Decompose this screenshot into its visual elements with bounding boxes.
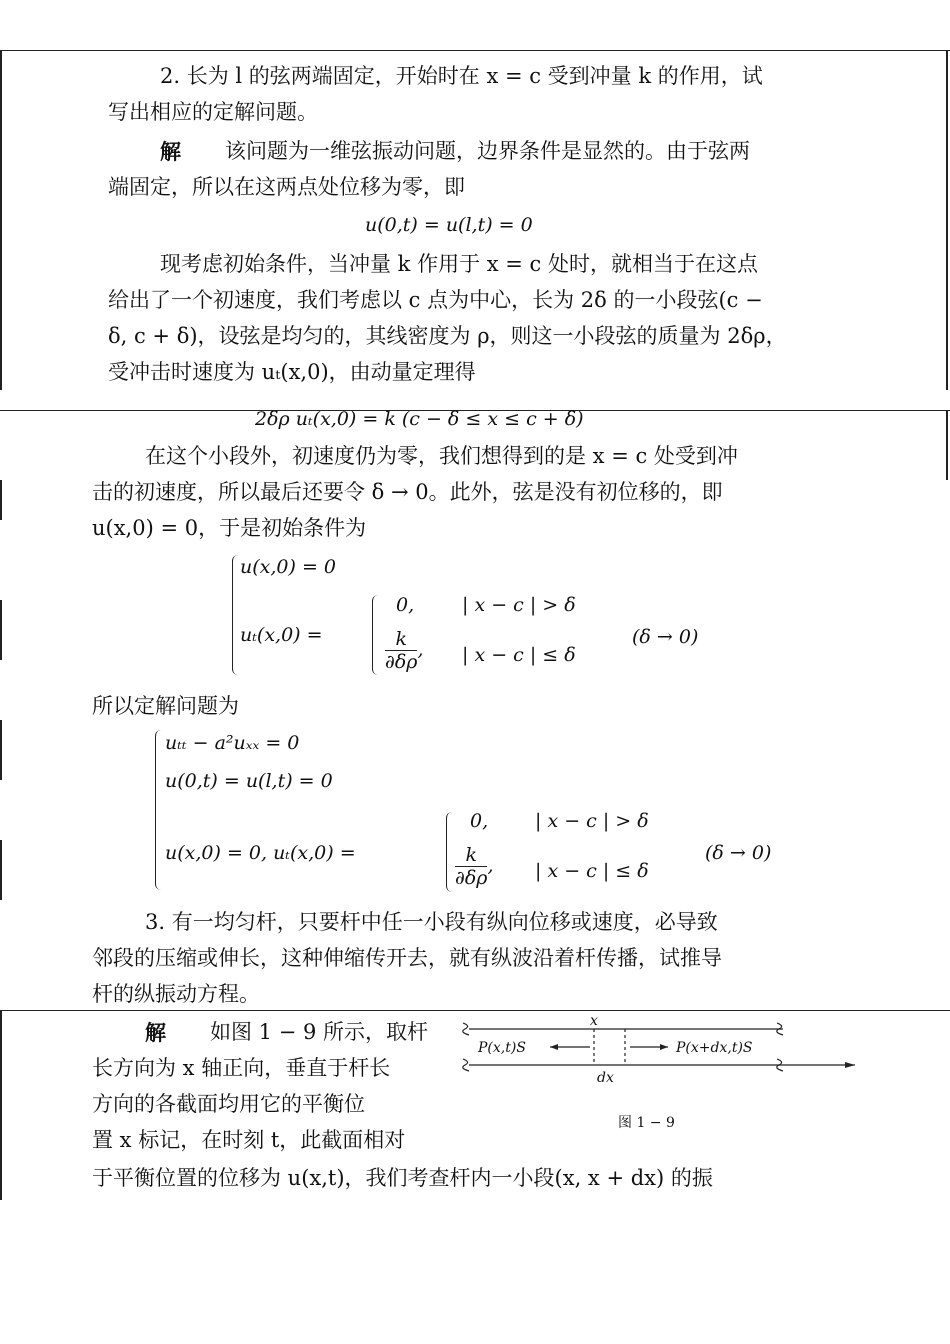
left-margin-mark-1 bbox=[0, 480, 2, 520]
boundary-condition-equation: u(0,t) = u(l,t) = 0 bbox=[365, 214, 533, 236]
solution2-p3-line3: u(x,0) = 0，于是初始条件为 bbox=[92, 516, 367, 540]
momentum-equation: 2δρ uₜ(x,0) = k (c − δ ≤ x ≤ c + δ) bbox=[255, 408, 584, 430]
initial-case1-value: 0, bbox=[396, 594, 415, 616]
initial-piecewise-brace bbox=[372, 595, 381, 675]
left-force-arrowhead bbox=[550, 1044, 558, 1050]
system-case2-condition: | x − c | ≤ δ bbox=[535, 860, 649, 882]
initial-fraction-denominator: ∂δρ bbox=[385, 651, 418, 673]
left-margin-mark-3 bbox=[0, 720, 2, 780]
initial-case1-condition: | x − c | > δ bbox=[462, 594, 576, 616]
solution2-p2-line3: δ, c + δ)，设弦是均匀的，其线密度为 ρ，则这一小段弦的质量为 2δρ， bbox=[108, 324, 787, 348]
solution3-line5: 于平衡位置的位移为 u(x,t)，我们考查杆内一小段(x, x + dx) 的振 bbox=[92, 1166, 713, 1190]
top-rule bbox=[0, 50, 950, 51]
solution2-p3-line2: 击的初速度，所以最后还要令 δ → 0。此外，弦是没有初位移的，即 bbox=[92, 480, 723, 504]
left-margin-mark-4 bbox=[0, 840, 2, 900]
right-margin-rule-top bbox=[946, 50, 948, 390]
problem3-line1: 3. 有一均匀杆，只要杆中任一小段有纵向位移或速度，必导致 bbox=[145, 910, 718, 934]
system-case1-condition: | x − c | > δ bbox=[535, 810, 649, 832]
solution2-p2-line4: 受冲击时速度为 uₜ(x,0)，由动量定理得 bbox=[108, 360, 476, 384]
initial-condition-2-lhs: uₜ(x,0) = bbox=[240, 624, 323, 646]
system-case2-fraction: $\frac{k}{\partial\delta\rho}$ , bbox=[455, 844, 494, 889]
figure-label-dx: dx bbox=[597, 1070, 614, 1086]
problem3-line3: 杆的纵振动方程。 bbox=[92, 982, 260, 1006]
figure-right-force-label: P(x+dx,t)S bbox=[676, 1040, 753, 1056]
system-brace bbox=[155, 730, 164, 890]
wave-equation: uₜₜ − a²uₓₓ = 0 bbox=[165, 732, 300, 754]
system-piecewise-brace bbox=[446, 812, 455, 892]
solution3-line1: 如图 1 − 9 所示，取杆 bbox=[210, 1020, 429, 1044]
figure-left-force-label: P(x,t)S bbox=[478, 1040, 526, 1056]
initial-case2-fraction: $\frac{k}{\partial\delta\rho}$ , bbox=[385, 628, 424, 673]
problem2-line2: 写出相应的定解问题。 bbox=[108, 100, 318, 124]
left-margin-rule-bottom bbox=[0, 1010, 2, 1200]
solution2-line2: 端固定，所以在这两点处位移为零，即 bbox=[108, 175, 465, 199]
system-fraction-denominator: ∂δρ bbox=[455, 867, 488, 889]
system-limit: (δ → 0) bbox=[705, 842, 772, 864]
initial-limit: (δ → 0) bbox=[632, 626, 699, 648]
left-margin-rule-top bbox=[0, 50, 2, 390]
axis-arrowhead bbox=[845, 1062, 855, 1068]
solution2-heading: 解 bbox=[160, 139, 181, 164]
solution3-line3: 方向的各截面均用它的平衡位 bbox=[92, 1092, 365, 1116]
figure-caption: 图 1 − 9 bbox=[618, 1115, 675, 1131]
solution2-p3-line1: 在这个小段外，初速度仍为零，我们想得到的是 x = c 处受到冲 bbox=[145, 444, 738, 468]
initial-fraction-numerator: k bbox=[385, 628, 417, 651]
system-case1-value: 0, bbox=[470, 810, 489, 832]
solution3-heading: 解 bbox=[145, 1020, 166, 1045]
left-break-mark-top bbox=[463, 1023, 469, 1035]
problem3-line2: 邻段的压缩或伸长，这种伸缩传开去，就有纵波沿着杆传播，试推导 bbox=[92, 946, 722, 970]
system-fraction-numerator: k bbox=[455, 844, 487, 867]
solution2-line1: 该问题为一维弦振动问题，边界条件是显然的。由于弦两 bbox=[225, 139, 750, 163]
left-break-mark-bottom bbox=[463, 1059, 469, 1071]
solution2-p2-line1: 现考虑初始条件，当冲量 k 作用于 x = c 处时，就相当于在这点 bbox=[160, 252, 758, 276]
definite-problem-intro: 所以定解问题为 bbox=[92, 694, 239, 718]
figure-label-x: x bbox=[590, 1013, 598, 1029]
initial-case2-condition: | x − c | ≤ δ bbox=[462, 644, 576, 666]
left-margin-mark-2 bbox=[0, 600, 2, 660]
right-margin-mark-1 bbox=[946, 410, 948, 480]
system-boundary-condition: u(0,t) = u(l,t) = 0 bbox=[165, 770, 333, 792]
solution3-line2: 长方向为 x 轴正向，垂直于杆长 bbox=[92, 1056, 391, 1080]
right-force-arrowhead bbox=[660, 1044, 668, 1050]
problem2-line1: 2. 长为 l 的弦两端固定，开始时在 x = c 受到冲量 k 的作用，试 bbox=[160, 64, 763, 88]
initial-condition-1: u(x,0) = 0 bbox=[240, 556, 336, 578]
system-initial-lhs: u(x,0) = 0, uₜ(x,0) = bbox=[165, 842, 356, 864]
solution3-line4: 置 x 标记，在时刻 t，此截面相对 bbox=[92, 1128, 406, 1152]
solution2-p2-line2: 给出了一个初速度，我们考虑以 c 点为中心，长为 2δ 的一小段弦(c − bbox=[108, 288, 763, 312]
